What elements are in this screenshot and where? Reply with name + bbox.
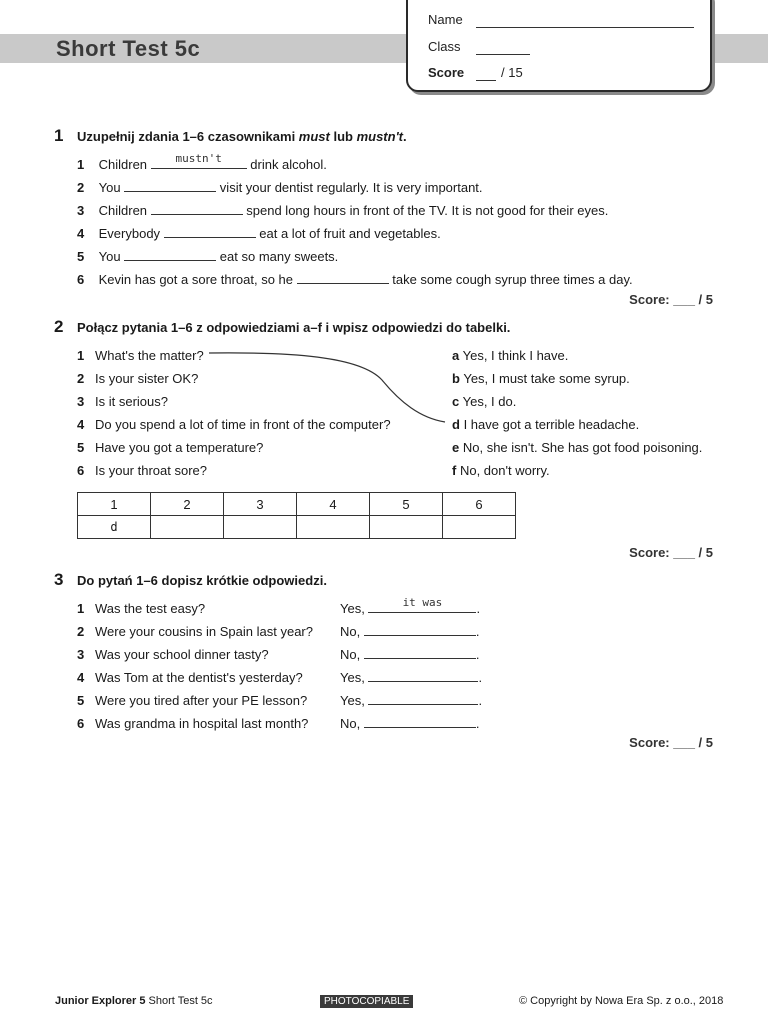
answer-text: Yes, I do. <box>462 394 517 409</box>
score-total: / 15 <box>501 65 523 80</box>
table-header-cell: 2 <box>151 493 224 516</box>
table-header-cell: 1 <box>78 493 151 516</box>
section-3-score: Score: ___ / 5 <box>629 735 713 750</box>
s3-answer: No, . <box>340 624 480 639</box>
item-number: 5 <box>77 693 85 708</box>
section-2-number: 2 <box>54 317 64 336</box>
answer-text: I have got a terrible headache. <box>463 417 640 432</box>
question-text: Is your sister OK? <box>95 371 199 386</box>
answer-letter: c <box>452 394 460 409</box>
answer-table <box>77 492 516 539</box>
s3-answer: Yes, . <box>340 670 483 685</box>
item-text: Children <box>98 203 151 218</box>
table-answer-cell[interactable] <box>443 516 516 539</box>
handwritten-answer: it was <box>402 596 443 609</box>
footer-test: Short Test 5c <box>148 995 213 1007</box>
answer-letter: a <box>452 348 460 363</box>
answer-blank[interactable] <box>364 624 476 636</box>
heading-must: must <box>298 129 330 144</box>
item-number: 1 <box>77 348 85 363</box>
s3-answer: No, . <box>340 716 480 731</box>
table-answer-cell[interactable] <box>224 516 297 539</box>
answer-blank[interactable] <box>364 716 476 728</box>
item-number: 6 <box>77 463 85 478</box>
item-number: 4 <box>77 670 85 685</box>
answer-text: Yes, I think I have. <box>462 348 569 363</box>
item-number: 3 <box>77 394 85 409</box>
question-text: What's the matter? <box>95 348 204 363</box>
table-header-cell: 3 <box>224 493 297 516</box>
item-number: 1 <box>77 157 85 172</box>
item-number: 5 <box>77 249 85 264</box>
table-header-cell: 6 <box>443 493 516 516</box>
table-answer-row <box>78 516 516 539</box>
question-text: Were you tired after your PE lesson? <box>95 693 308 708</box>
question-text: Was the test easy? <box>95 601 206 616</box>
answer-blank[interactable] <box>368 670 478 682</box>
answer-start: Yes, <box>340 601 369 616</box>
heading-mustnt: mustn't <box>356 129 403 144</box>
answer-letter: d <box>452 417 460 432</box>
s3-answer: Yes, . <box>340 693 483 708</box>
section-3-number: 3 <box>54 570 64 589</box>
item-text: eat so many sweets. <box>216 249 339 264</box>
item-text: drink alcohol. <box>246 157 327 172</box>
copyright-text: © Copyright by Nowa Era Sp. z o.o., 2018 <box>519 995 724 1007</box>
section-2-score: Score: ___ / 5 <box>629 545 713 560</box>
table-header-cell: 5 <box>370 493 443 516</box>
item-text: Kevin has got a sore throat, so he <box>98 272 297 287</box>
item-number: 3 <box>77 647 85 662</box>
question-text: Were your cousins in Spain last year? <box>95 624 313 639</box>
item-text: take some cough syrup three times a day. <box>388 272 633 287</box>
item-text: Children <box>98 157 151 172</box>
name-label: Name <box>428 12 463 27</box>
item-number: 4 <box>77 226 85 241</box>
item-number: 6 <box>77 716 85 731</box>
page-title: Short Test 5c <box>56 36 201 61</box>
item-text: eat a lot of fruit and vegetables. <box>255 226 441 241</box>
heading-text: . <box>403 129 407 144</box>
item-text: You <box>98 249 125 264</box>
s3-answer: No, . <box>340 647 480 662</box>
question-text: Was Tom at the dentist's yesterday? <box>95 670 303 685</box>
question-text: Is your throat sore? <box>95 463 207 478</box>
section-3-heading: Do pytań 1–6 dopisz krótkie odpowiedzi. <box>77 573 327 588</box>
section-1-score: Score: ___ / 5 <box>629 292 713 307</box>
s3-answer: Yes, it was . <box>340 596 481 616</box>
answer-blank[interactable] <box>364 647 476 659</box>
item-number: 1 <box>77 601 85 616</box>
answer-start: Yes, <box>340 693 369 708</box>
item-number: 3 <box>77 203 85 218</box>
table-answer-cell[interactable]: d <box>78 516 151 539</box>
item-text: visit your dentist regularly. It is very important. <box>216 180 483 195</box>
s3-question <box>77 693 307 708</box>
item-number: 2 <box>77 371 85 386</box>
table-answer-cell[interactable] <box>151 516 224 539</box>
table-header-cell: 4 <box>297 493 370 516</box>
answer-blank[interactable] <box>368 693 478 705</box>
table-answer-cell[interactable] <box>297 516 370 539</box>
section-2-heading: Połącz pytania 1–6 z odpowiedziami a–f i wpisz odpowiedzi do tabelki. <box>77 320 511 335</box>
heading-text: lub <box>329 129 357 144</box>
question-text: Was grandma in hospital last month? <box>95 716 309 731</box>
item-text: Everybody <box>98 226 164 241</box>
section-1-number: 1 <box>54 126 64 145</box>
s3-question <box>77 647 269 662</box>
answer-text: No, she isn't. She has got food poisoning. <box>462 440 703 455</box>
item-number: 6 <box>77 272 85 287</box>
table-header-row <box>78 493 516 516</box>
answer-start: No, <box>340 624 364 639</box>
answer-text: Yes, I must take some syrup. <box>463 371 630 386</box>
question-text: Is it serious? <box>95 394 168 409</box>
footer-book-info <box>55 995 213 1007</box>
question-text: Do you spend a lot of time in front of the computer? <box>95 417 391 432</box>
question-text: Have you got a temperature? <box>95 440 264 455</box>
answer-text: No, don't worry. <box>459 463 550 478</box>
answer-start: No, <box>340 647 364 662</box>
handwritten-answer: mustn't <box>175 152 222 165</box>
heading-text: Uzupełnij zdania 1–6 czasownikami <box>77 129 299 144</box>
item-number: 2 <box>77 624 85 639</box>
answer-letter: f <box>452 463 457 478</box>
item-number: 4 <box>77 417 85 432</box>
table-answer-cell[interactable] <box>370 516 443 539</box>
question-text: Was your school dinner tasty? <box>95 647 269 662</box>
s3-question <box>77 670 303 685</box>
class-label: Class <box>428 39 461 54</box>
answer-letter: b <box>452 371 460 386</box>
s3-question <box>77 624 313 639</box>
item-number: 2 <box>77 180 85 195</box>
item-number: 5 <box>77 440 85 455</box>
footer-book: Junior Explorer 5 <box>55 995 146 1007</box>
s3-question <box>77 601 205 616</box>
answer-start: No, <box>340 716 364 731</box>
photocopiable-badge: PHOTOCOPIABLE <box>320 995 413 1008</box>
s3-question <box>77 716 308 731</box>
item-text: You <box>98 180 125 195</box>
item-text: spend long hours in front of the TV. It is not good for their eyes. <box>242 203 609 218</box>
answer-letter: e <box>452 440 460 455</box>
score-label: Score <box>428 65 465 80</box>
answer-start: Yes, <box>340 670 369 685</box>
